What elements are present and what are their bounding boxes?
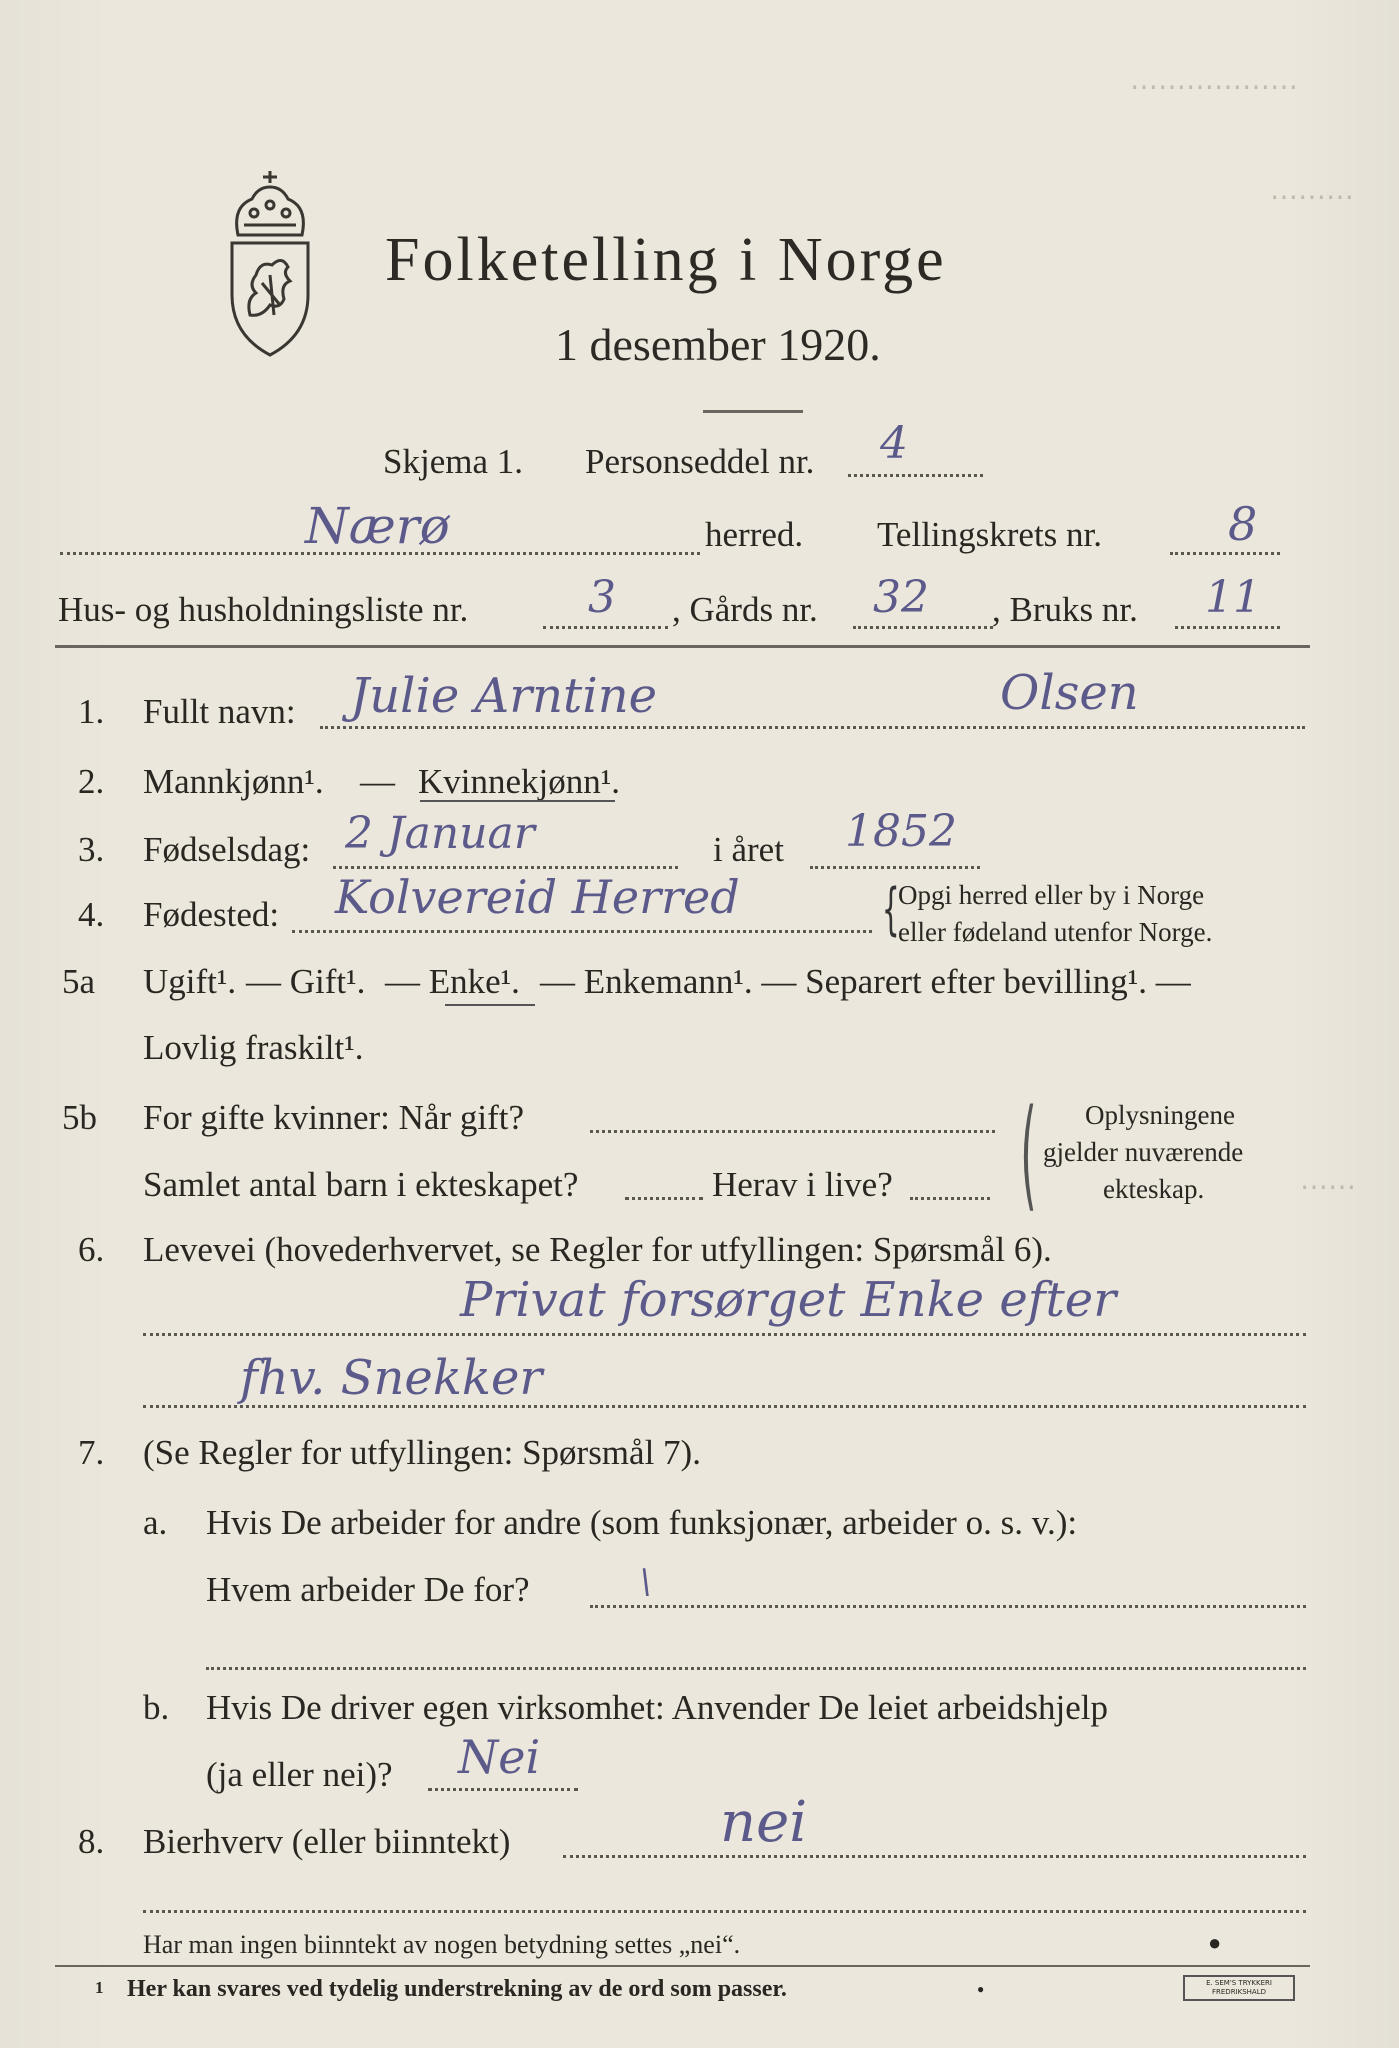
side-income-label: Bierhverv (eller biinntekt) (143, 1822, 511, 1861)
tellingskrets-value[interactable]: 8 (1228, 497, 1258, 551)
hired-help-value[interactable]: Nei (458, 1730, 541, 1784)
question-number: 5b (62, 1098, 97, 1137)
married-when-line[interactable] (590, 1130, 995, 1133)
married-women-label: For gifte kvinner: Når gift? (143, 1098, 525, 1137)
printer-stamp (1183, 1975, 1295, 2001)
birthday-line (333, 866, 678, 869)
birthplace-note-2: eller fødeland utenfor Norge. (898, 917, 1213, 947)
full-name-label: Fullt navn: (143, 692, 296, 731)
personseddel-label: Personseddel nr. (585, 442, 815, 481)
question-number: 4. (78, 895, 105, 934)
enke-underline (445, 1004, 535, 1006)
female-option[interactable]: Kvinnekjønn¹. (418, 762, 621, 801)
bruks-label: , Bruks nr. (992, 590, 1138, 629)
question-number: 7. (78, 1433, 105, 1472)
side-income-line-2[interactable] (143, 1910, 1306, 1913)
subquestion-letter: b. (143, 1688, 170, 1727)
livelihood-label: Levevei (hovederhvervet, se Regler for utfyllingen: Spørsmål 6). (143, 1230, 1052, 1269)
herred-label: herred. (705, 515, 804, 554)
herred-value[interactable]: Nærø (305, 497, 450, 555)
census-date: 1 desember 1920. (555, 319, 881, 370)
tellingskrets-line (1170, 552, 1280, 555)
enke-option[interactable]: — Enke¹. (385, 962, 520, 1001)
bracket-icon: ( (1020, 1085, 1037, 1224)
birth-year-value[interactable]: 1852 (845, 806, 957, 857)
female-underline (420, 800, 615, 802)
bleed-through-text: ⋯⋯⋯ (1270, 182, 1354, 213)
gift-option[interactable]: — Gift¹. (246, 962, 366, 1001)
bruks-line (1175, 626, 1280, 629)
male-option[interactable]: Mannkjønn¹. (143, 762, 324, 801)
skjema-label: Skjema 1. (383, 442, 523, 481)
printer-name: E. SEM'S TRYKKERI (1206, 1979, 1272, 1987)
printer-city: FREDRIKSHALD (1211, 1988, 1266, 1996)
gards-value[interactable]: 32 (873, 572, 929, 623)
lovlig-fraskilt-option[interactable]: Lovlig fraskilt¹. (143, 1028, 364, 1067)
children-total-line[interactable] (625, 1197, 703, 1200)
footer-divider (55, 1965, 1310, 1967)
question-number: 3. (78, 830, 105, 869)
occupation-rules-label: (Se Regler for utfyllingen: Spørsmål 7). (143, 1433, 701, 1472)
full-name-line (320, 726, 1305, 729)
question-number: 6. (78, 1230, 105, 1269)
hired-help-label: (ja eller nei)? (206, 1755, 393, 1794)
title-divider (703, 410, 803, 413)
personseddel-line (848, 474, 983, 477)
option-separator: — (360, 762, 395, 801)
question-number: 8. (78, 1822, 105, 1861)
gards-label: , Gårds nr. (672, 590, 818, 629)
birthplace-note-1: Opgi herred eller by i Norge (898, 880, 1205, 910)
livelihood-value-1[interactable]: Privat forsørget Enke efter (460, 1272, 1117, 1328)
footer-note: Har man ingen biinntekt av nogen betydning settes „nei“. (143, 1930, 741, 1959)
side-income-line (563, 1855, 1306, 1858)
side-income-value[interactable]: nei (720, 1790, 808, 1855)
bleed-through-text: ⋯⋯⋯⋯⋯⋯ (1130, 72, 1298, 103)
birthplace-line (292, 930, 872, 933)
birthday-value[interactable]: 2 Januar (345, 808, 535, 859)
hus-line (543, 626, 668, 629)
marital-options-rest: — Enkemann¹. — Separert efter bevilling¹. — (540, 962, 1191, 1001)
footnote-text: Her kan svares ved tydelig understrekning av de ord som passer. (127, 1976, 787, 2002)
coat-of-arms-icon (210, 165, 330, 365)
livelihood-line-1 (143, 1333, 1306, 1336)
question-number: 2. (78, 762, 105, 801)
footnote-mark: 1 (95, 1978, 104, 1997)
livelihood-value-2[interactable]: fhv. Snekker (240, 1350, 543, 1406)
question-number: 5a (62, 962, 96, 1001)
tellingskrets-label: Tellingskrets nr. (877, 515, 1103, 554)
employer-label: Hvem arbeider De for? (206, 1570, 530, 1609)
birth-year-line (810, 866, 980, 869)
birthday-label: Fødselsdag: (143, 830, 311, 869)
employee-question: Hvis De arbeider for andre (som funksjonær, arbeider o. s. v.): (206, 1503, 1078, 1542)
full-name-last-value[interactable]: Olsen (1000, 665, 1139, 721)
ink-dot-icon: ● (977, 1982, 985, 1996)
header-divider (55, 645, 1310, 648)
birth-year-label: i året (713, 830, 784, 869)
subquestion-letter: a. (143, 1503, 168, 1542)
children-alive-label: Herav i live? (712, 1165, 893, 1204)
children-total-label: Samlet antal barn i ekteskapet? (143, 1165, 579, 1204)
marriage-note-3: ekteskap. (1103, 1174, 1205, 1204)
bruks-value[interactable]: 11 (1205, 572, 1261, 623)
ugift-option[interactable]: Ugift¹. (143, 962, 237, 1001)
employer-line-2[interactable] (206, 1667, 1306, 1670)
ink-dot-icon: ● (1208, 1930, 1222, 1955)
brace-icon: { (881, 877, 900, 942)
gards-line (853, 626, 993, 629)
birthplace-value[interactable]: Kolvereid Herred (335, 870, 740, 924)
employer-line (590, 1605, 1306, 1608)
hired-help-line (428, 1788, 578, 1791)
question-number: 1. (78, 692, 105, 731)
bleed-through-text: ⋯⋯ (1300, 1172, 1356, 1203)
marriage-note-1: Oplysningene (1085, 1100, 1235, 1130)
personseddel-value[interactable]: 4 (880, 418, 908, 469)
hus-value[interactable]: 3 (588, 572, 616, 623)
hus-label: Hus- og husholdningsliste nr. (58, 590, 469, 629)
form-title: Folketelling i Norge (385, 226, 947, 294)
birthplace-label: Fødested: (143, 895, 280, 934)
employer-value[interactable]: \ (640, 1562, 652, 1602)
self-employed-question: Hvis De driver egen virksomhet: Anvender De leiet arbeidshjelp (206, 1688, 1108, 1727)
children-alive-line[interactable] (910, 1197, 990, 1200)
full-name-first-value[interactable]: Julie Arntine (350, 668, 658, 724)
marriage-note-2: gjelder nuværende (1043, 1137, 1244, 1167)
